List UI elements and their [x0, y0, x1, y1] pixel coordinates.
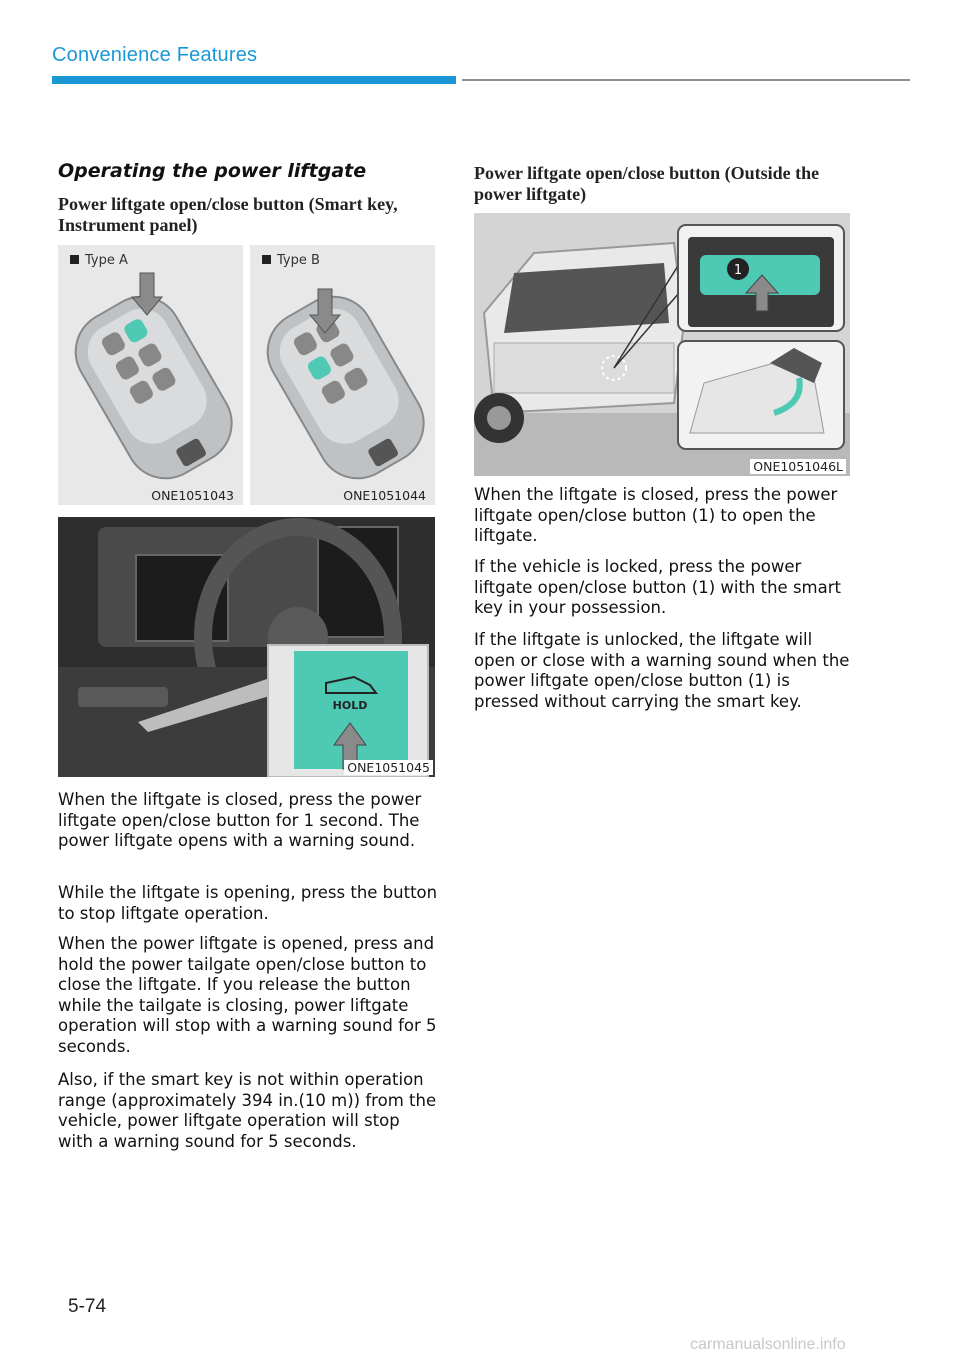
- right-paragraph-2: If the vehicle is locked, press the power liftgate open/close button (1) with the smart key in your possession.: [474, 557, 841, 617]
- right-paragraph-1: When the liftgate is closed, press the power liftgate open/close button (1) to open the liftgate.: [474, 485, 838, 545]
- liftgate-exterior-figure: [474, 213, 850, 476]
- smart-key-type-b-figure: [250, 245, 435, 505]
- header-rule: [462, 79, 910, 81]
- instrument-panel-illustration: [58, 517, 435, 777]
- dashboard-image-code: ONE1051045: [344, 760, 433, 775]
- left-paragraph-3: When the power liftgate is opened, press and hold the power tailgate open/close button to close the liftgate. If you release the button while the tailgate is closing, power liftgate operation will stop with a warning sound for 5 seconds.: [58, 934, 437, 1056]
- section-heading: Operating the power liftgate: [58, 160, 367, 182]
- type-a-label: Type A: [70, 253, 128, 268]
- smart-key-b-illustration: [250, 245, 435, 505]
- type-b-image-code: ONE1051044: [343, 488, 426, 503]
- left-subheading: Power liftgate open/close button (Smart key, Instrument panel): [58, 194, 398, 235]
- header-accent-bar: [52, 76, 456, 84]
- hold-button-label: HOLD: [332, 699, 368, 712]
- liftgate-exterior-illustration: [474, 213, 850, 476]
- left-paragraph-2: While the liftgate is opening, press the button to stop liftgate operation.: [58, 883, 438, 923]
- bullet-square-icon: [70, 255, 79, 264]
- type-b-label: Type B: [262, 253, 320, 268]
- instrument-panel-figure: [58, 517, 435, 777]
- bullet-square-icon: [262, 255, 271, 264]
- smart-key-type-a-figure: [58, 245, 243, 505]
- left-paragraph-4: Also, if the smart key is not within operation range (approximately 394 in.(10 m)) from the vehicle, power liftgate operation will stop with a warning sound for 5 seconds.: [58, 1070, 437, 1151]
- type-a-image-code: ONE1051043: [151, 488, 234, 503]
- right-paragraph-3: If the liftgate is unlocked, the liftgate will open or close with a warning sound when the power liftgate open/close button (1) is pressed without carrying the smart key.: [474, 630, 850, 711]
- left-paragraph-1: When the liftgate is closed, press the power liftgate open/close button for 1 second. The power liftgate opens with a warning sound.: [58, 790, 422, 850]
- section-title: Convenience Features: [52, 44, 258, 66]
- page-number: 5-74: [68, 1296, 107, 1317]
- smart-key-a-illustration: [58, 245, 243, 505]
- right-subheading: Power liftgate open/close button (Outside the power liftgate): [474, 163, 820, 204]
- watermark: carmanualsonline.info: [690, 1336, 846, 1353]
- callout-number: 1: [733, 263, 743, 278]
- exterior-image-code: ONE1051046L: [750, 459, 846, 474]
